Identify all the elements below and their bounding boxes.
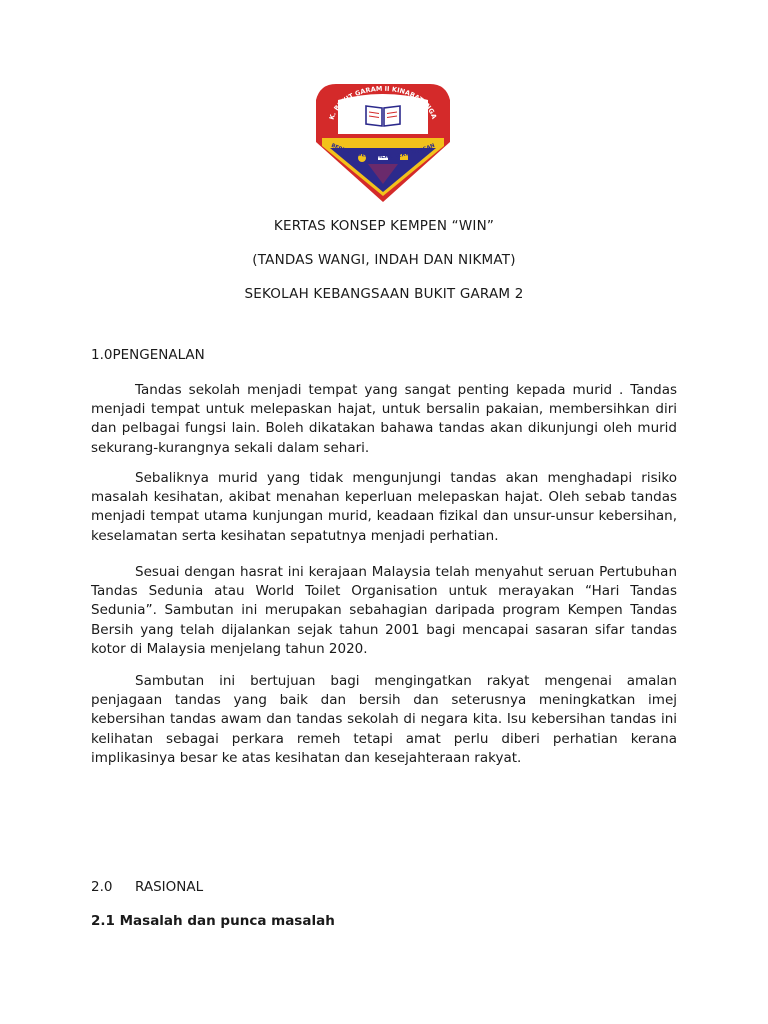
logo-motto: BERILMU BERAKHLAK BERWAWASAN — [330, 142, 436, 161]
section-heading-rasional — [91, 879, 203, 895]
paragraph: Sambutan ini bertujuan bagi mengingatkan rakyat mengenai amalan penjagaan tandas yang baik dan bersih dan seterusnya meningkatkan imej kebersihan tandas awam dan tandas sekolah di negara kita. Isu kebersihan tandas ini kelihatan sebagai perkara remeh tetapi amat perlu diberi perhatian kerana implikasinya besar ke atas kesihatan dan kesejahteraan rakyat. — [91, 673, 677, 766]
subsection-heading: 2.1 Masalah dan punca masalah — [91, 913, 335, 929]
section-heading-pengenalan: 1.0PENGENALAN — [91, 347, 205, 363]
logo-arc-text: K. BUKIT GARAM II KINABATANGA — [327, 84, 439, 121]
school-name: SEKOLAH KEBANGSAAN BUKIT GARAM 2 — [244, 286, 524, 302]
paragraph: Tandas sekolah menjadi tempat yang sangat penting kepada murid . Tandas menjadi tempat untuk melepaskan hajat, untuk bersalin pakaian, membersihkan diri dan pelbagai fungsi lain. Boleh dikatakan bahawa tandas akan dikunjungi oleh murid sekurang-kurangnya sekali dalam sehari. — [91, 382, 677, 456]
document-subtitle: (TANDAS WANGI, INDAH DAN NIKMAT) — [252, 252, 516, 268]
school-logo — [308, 78, 458, 206]
section-number: 2.0 — [91, 879, 113, 895]
paragraph: Sesuai dengan hasrat ini kerajaan Malaysia telah menyahut seruan Pertubuhan Tandas Sedunia atau World Toilet Organisation untuk merayakan “Hari Tandas Sedunia”. Sambutan ini merupakan sebahagian daripada program Kempen Tandas Bersih yang telah dijalankan sejak tahun 2001 bagi mencapai sasaran sifar tandas kotor di Malaysia menjelang tahun 2020. — [91, 564, 677, 657]
document-title: KERTAS KONSEP KEMPEN “WIN” — [273, 218, 495, 234]
paragraph: Sebaliknya murid yang tidak mengunjungi tandas akan menghadapi risiko masalah kesihatan, akibat menahan keperluan melepaskan hajat. Oleh sebab tandas menjadi tempat utama kunjungan murid, keadaan fizikal dan unsur-unsur kebersihan, keselamatan serta kesihatan sepatutnya menjadi perhatian. — [91, 470, 677, 544]
section-title: RASIONAL — [135, 879, 204, 895]
